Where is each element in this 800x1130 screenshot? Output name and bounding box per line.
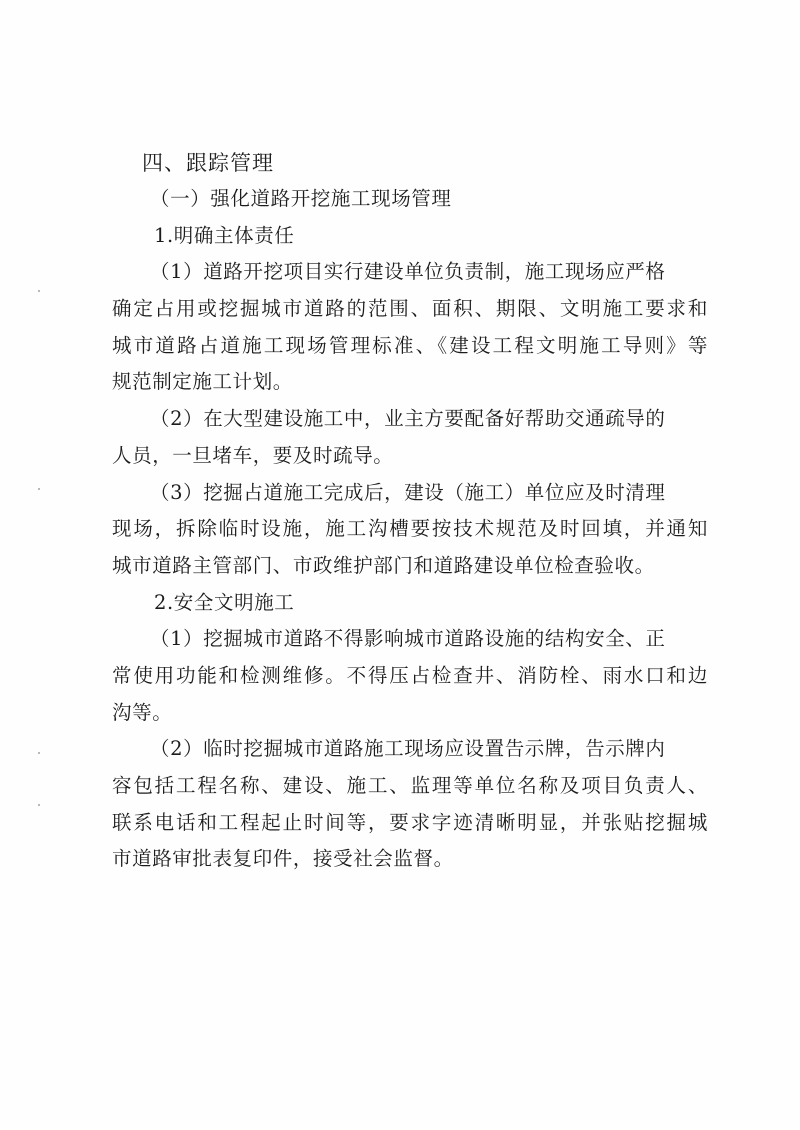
paragraph <box>112 621 708 731</box>
paragraph-line: （2）临时挖掘城市道路施工现场应设置告示牌，告示牌内 <box>150 737 666 761</box>
paragraph <box>112 401 708 474</box>
section-title: 2.安全文明施工 <box>154 590 295 614</box>
scan-speck <box>38 488 40 490</box>
paragraph-line: 容包括工程名称、建设、施工、监理等单位名称及项目负责人、 <box>112 774 708 797</box>
paragraph <box>112 731 708 878</box>
paragraph-line: （3）挖掘占道施工完成后，建设（施工）单位应及时清理 <box>150 480 666 504</box>
section-heading: 四、跟踪管理 <box>142 151 274 175</box>
paragraph-line: 现场，拆除临时设施，施工沟槽要按技术规范及时回填，并通知 <box>112 517 708 541</box>
subheading: （一）强化道路开挖施工现场管理 <box>150 187 452 210</box>
section-title: 1.明确主体责任 <box>154 223 295 247</box>
scan-speck <box>38 804 40 806</box>
paragraph-line: 联系电话和工程起止时间等，要求字迹清晰明显，并张贴挖掘城 <box>112 810 708 834</box>
paragraph-line: 确定占用或挖掘城市道路的范围、面积、期限、文明施工要求和 <box>112 297 708 321</box>
paragraph-line: （1）挖掘城市道路不得影响城市道路设施的结构安全、正 <box>150 627 666 651</box>
paragraph-line: （1）道路开挖项目实行建设单位负责制，施工现场应严格 <box>150 260 666 284</box>
scan-speck <box>38 752 40 754</box>
paragraph-line: 常使用功能和检测维修。不得压占检查井、消防栓、雨水口和边 <box>112 663 708 687</box>
paragraph-line: 城市道路主管部门、市政维护部门和道路建设单位检查验收。 <box>112 553 655 577</box>
paragraph-line: 市道路审批表复印件，接受社会监督。 <box>112 847 454 871</box>
paragraph <box>112 475 708 585</box>
document-body <box>112 145 708 878</box>
scan-speck <box>38 290 40 292</box>
paragraph-line: 规范制定施工计划。 <box>112 370 293 394</box>
paragraph-line: 城市道路占道施工现场管理标准、《建设工程文明施工导则》等 <box>112 333 708 357</box>
paragraph-line: 沟等。 <box>112 700 173 724</box>
paragraph <box>112 254 708 401</box>
paragraph-line: 人员，一旦堵车，要及时疏导。 <box>112 443 394 467</box>
paragraph-line: （2）在大型建设施工中，业主方要配备好帮助交通疏导的 <box>150 407 666 431</box>
